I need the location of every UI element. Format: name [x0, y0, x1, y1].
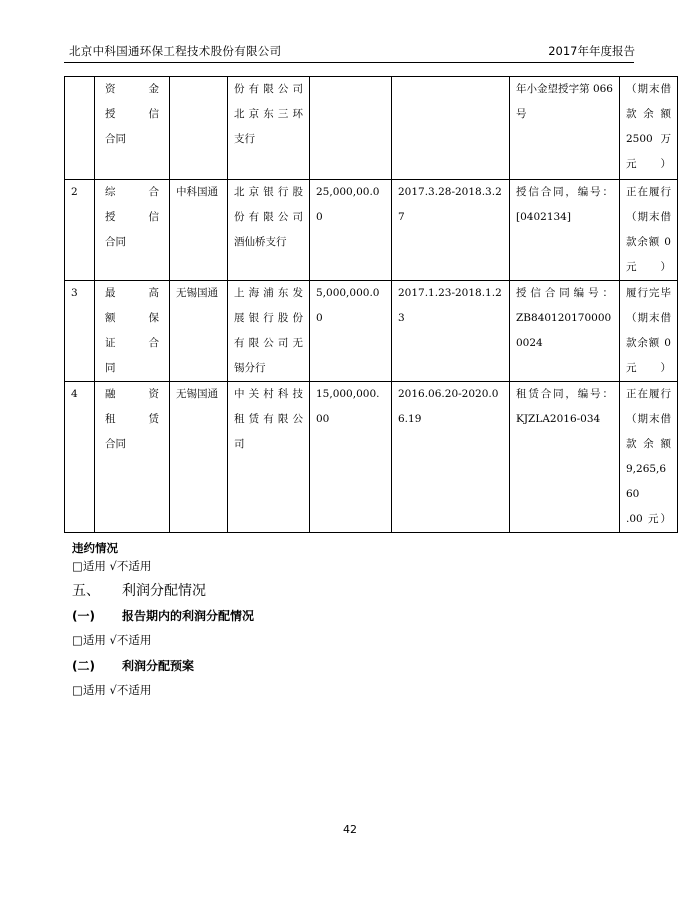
- status_lines-line: 正在履行: [626, 388, 671, 400]
- status_lines-line: 正在履行: [626, 186, 671, 198]
- table-row: [65, 77, 678, 180]
- cell-counterparty: [228, 77, 310, 180]
- bank_lines-line: 中关村科技: [234, 388, 303, 400]
- header-report-title: 2017年年度报告: [548, 44, 635, 58]
- cell-contract-type: [95, 77, 170, 180]
- cell-number: 2: [65, 180, 95, 281]
- cell-counterparty: [228, 281, 310, 382]
- bank_lines-line: 租赁有限公: [234, 413, 303, 425]
- contracts-table: [64, 76, 678, 533]
- cell-contract-type: [95, 281, 170, 382]
- type_lines-line: 资 金: [105, 83, 159, 95]
- type_lines-line: 融 资: [105, 388, 159, 400]
- note_lines-line: 号: [516, 108, 527, 120]
- note_lines-line: 租赁合同，编号：: [516, 388, 613, 400]
- table-row: [65, 281, 678, 382]
- status_lines-line: （期末借: [626, 413, 671, 425]
- bank_lines-line: 锡分行: [234, 362, 266, 374]
- cell-counterparty: [228, 180, 310, 281]
- cell-status: [620, 382, 678, 533]
- type_lines-line: 综 合: [105, 186, 159, 198]
- status_lines-line: （期末借: [626, 211, 671, 223]
- status_lines-line: 元）: [626, 158, 671, 170]
- cell-amount: 5,000,000.00: [310, 281, 392, 382]
- cell-contract-note: [510, 382, 620, 533]
- cell-number: 4: [65, 382, 95, 533]
- note_lines-line: 授信合同编号：: [516, 287, 613, 299]
- note_lines-line: 授信合同，编号：: [516, 186, 613, 198]
- cell-number: 3: [65, 281, 95, 382]
- section-5-title: 利润分配情况: [122, 583, 206, 599]
- status_lines-line: 款余额 0: [626, 236, 671, 248]
- type_lines-line: 租 赁: [105, 413, 159, 425]
- cell-period: 2017.3.28-2018.3.27: [392, 180, 510, 281]
- status_lines-line: 款余额: [626, 438, 671, 450]
- note_lines-line: 年小金望授字第 066: [516, 83, 613, 95]
- breach-heading: 违约情况: [72, 541, 118, 555]
- status_lines-line: .00 元）: [626, 513, 671, 525]
- status_lines-line: （期末借: [626, 312, 671, 324]
- type_lines-line: 同: [105, 362, 116, 374]
- cell-counterparty: [228, 382, 310, 533]
- subsection-1-number: (一): [72, 609, 95, 623]
- cell-contract-note: [510, 77, 620, 180]
- status_lines-line: 款余额: [626, 108, 671, 120]
- note_lines-line: ZB8401201700000024: [516, 312, 612, 349]
- subsection-2-options: □适用 √不适用: [72, 683, 152, 697]
- note_lines-line: [0402134]: [516, 211, 571, 223]
- type_lines-line: 合同: [105, 236, 126, 248]
- type_lines-line: 授 信: [105, 211, 159, 223]
- bank_lines-line: 北京银行股: [234, 186, 303, 198]
- cell-amount: 25,000,00.00: [310, 180, 392, 281]
- bank_lines-line: 有限公司无: [234, 337, 303, 349]
- type_lines-line: 最 高: [105, 287, 159, 299]
- cell-period: [392, 77, 510, 180]
- cell-amount: 15,000,000.00: [310, 382, 392, 533]
- cell-party: [170, 77, 228, 180]
- subsection-2-title: 利润分配预案: [122, 659, 195, 673]
- subsection-1-heading: [72, 607, 254, 624]
- cell-contract-type: [95, 180, 170, 281]
- cell-status: [620, 180, 678, 281]
- type_lines-line: 合同: [105, 133, 126, 145]
- section-5-heading: [72, 580, 206, 600]
- cell-amount: [310, 77, 392, 180]
- cell-contract-type: [95, 382, 170, 533]
- subsection-1-options: □适用 √不适用: [72, 633, 152, 647]
- cell-party: 中科国通: [170, 180, 228, 281]
- table-row: [65, 382, 678, 533]
- section-5-number: 五、: [72, 583, 100, 599]
- cell-period: 2017.1.23-2018.1.23: [392, 281, 510, 382]
- bank_lines-line: 份有限公司: [234, 211, 303, 223]
- cell-period: 2016.06.20-2020.06.19: [392, 382, 510, 533]
- bank_lines-line: 北京东三环: [234, 108, 303, 120]
- status_lines-line: 9,265,660: [626, 463, 667, 500]
- cell-party: 无锡国通: [170, 281, 228, 382]
- status_lines-line: 元）: [626, 362, 671, 374]
- status_lines-line: 款余额 0: [626, 337, 671, 349]
- note_lines-line: KJZLA2016-034: [516, 413, 601, 425]
- bank_lines-line: 展银行股份: [234, 312, 303, 324]
- page-number: 42: [343, 823, 357, 836]
- bank_lines-line: 支行: [234, 133, 255, 145]
- bank_lines-line: 司: [234, 438, 245, 450]
- cell-status: [620, 77, 678, 180]
- status_lines-line: （期末借: [626, 83, 671, 95]
- bank_lines-line: 份有限公司: [234, 83, 303, 95]
- subsection-1-title: 报告期内的利润分配情况: [122, 609, 255, 623]
- bank_lines-line: 上海浦东发: [234, 287, 303, 299]
- breach-options: □适用 √不适用: [72, 559, 152, 573]
- status_lines-line: 元）: [626, 261, 671, 273]
- subsection-2-heading: [72, 657, 194, 674]
- status_lines-line: 履行完毕: [626, 287, 671, 299]
- type_lines-line: 额 保: [105, 312, 159, 324]
- cell-party: 无锡国通: [170, 382, 228, 533]
- subsection-2-number: (二): [72, 659, 95, 673]
- header-company: 北京中科国通环保工程技术股份有限公司: [69, 44, 282, 58]
- cell-number: [65, 77, 95, 180]
- cell-contract-note: [510, 281, 620, 382]
- status_lines-line: 2500 万: [626, 133, 671, 145]
- type_lines-line: 授 信: [105, 108, 159, 120]
- type_lines-line: 证 合: [105, 337, 159, 349]
- cell-contract-note: [510, 180, 620, 281]
- type_lines-line: 合同: [105, 438, 126, 450]
- header-divider: [64, 62, 634, 63]
- cell-status: [620, 281, 678, 382]
- table-row: [65, 180, 678, 281]
- bank_lines-line: 酒仙桥支行: [234, 236, 287, 248]
